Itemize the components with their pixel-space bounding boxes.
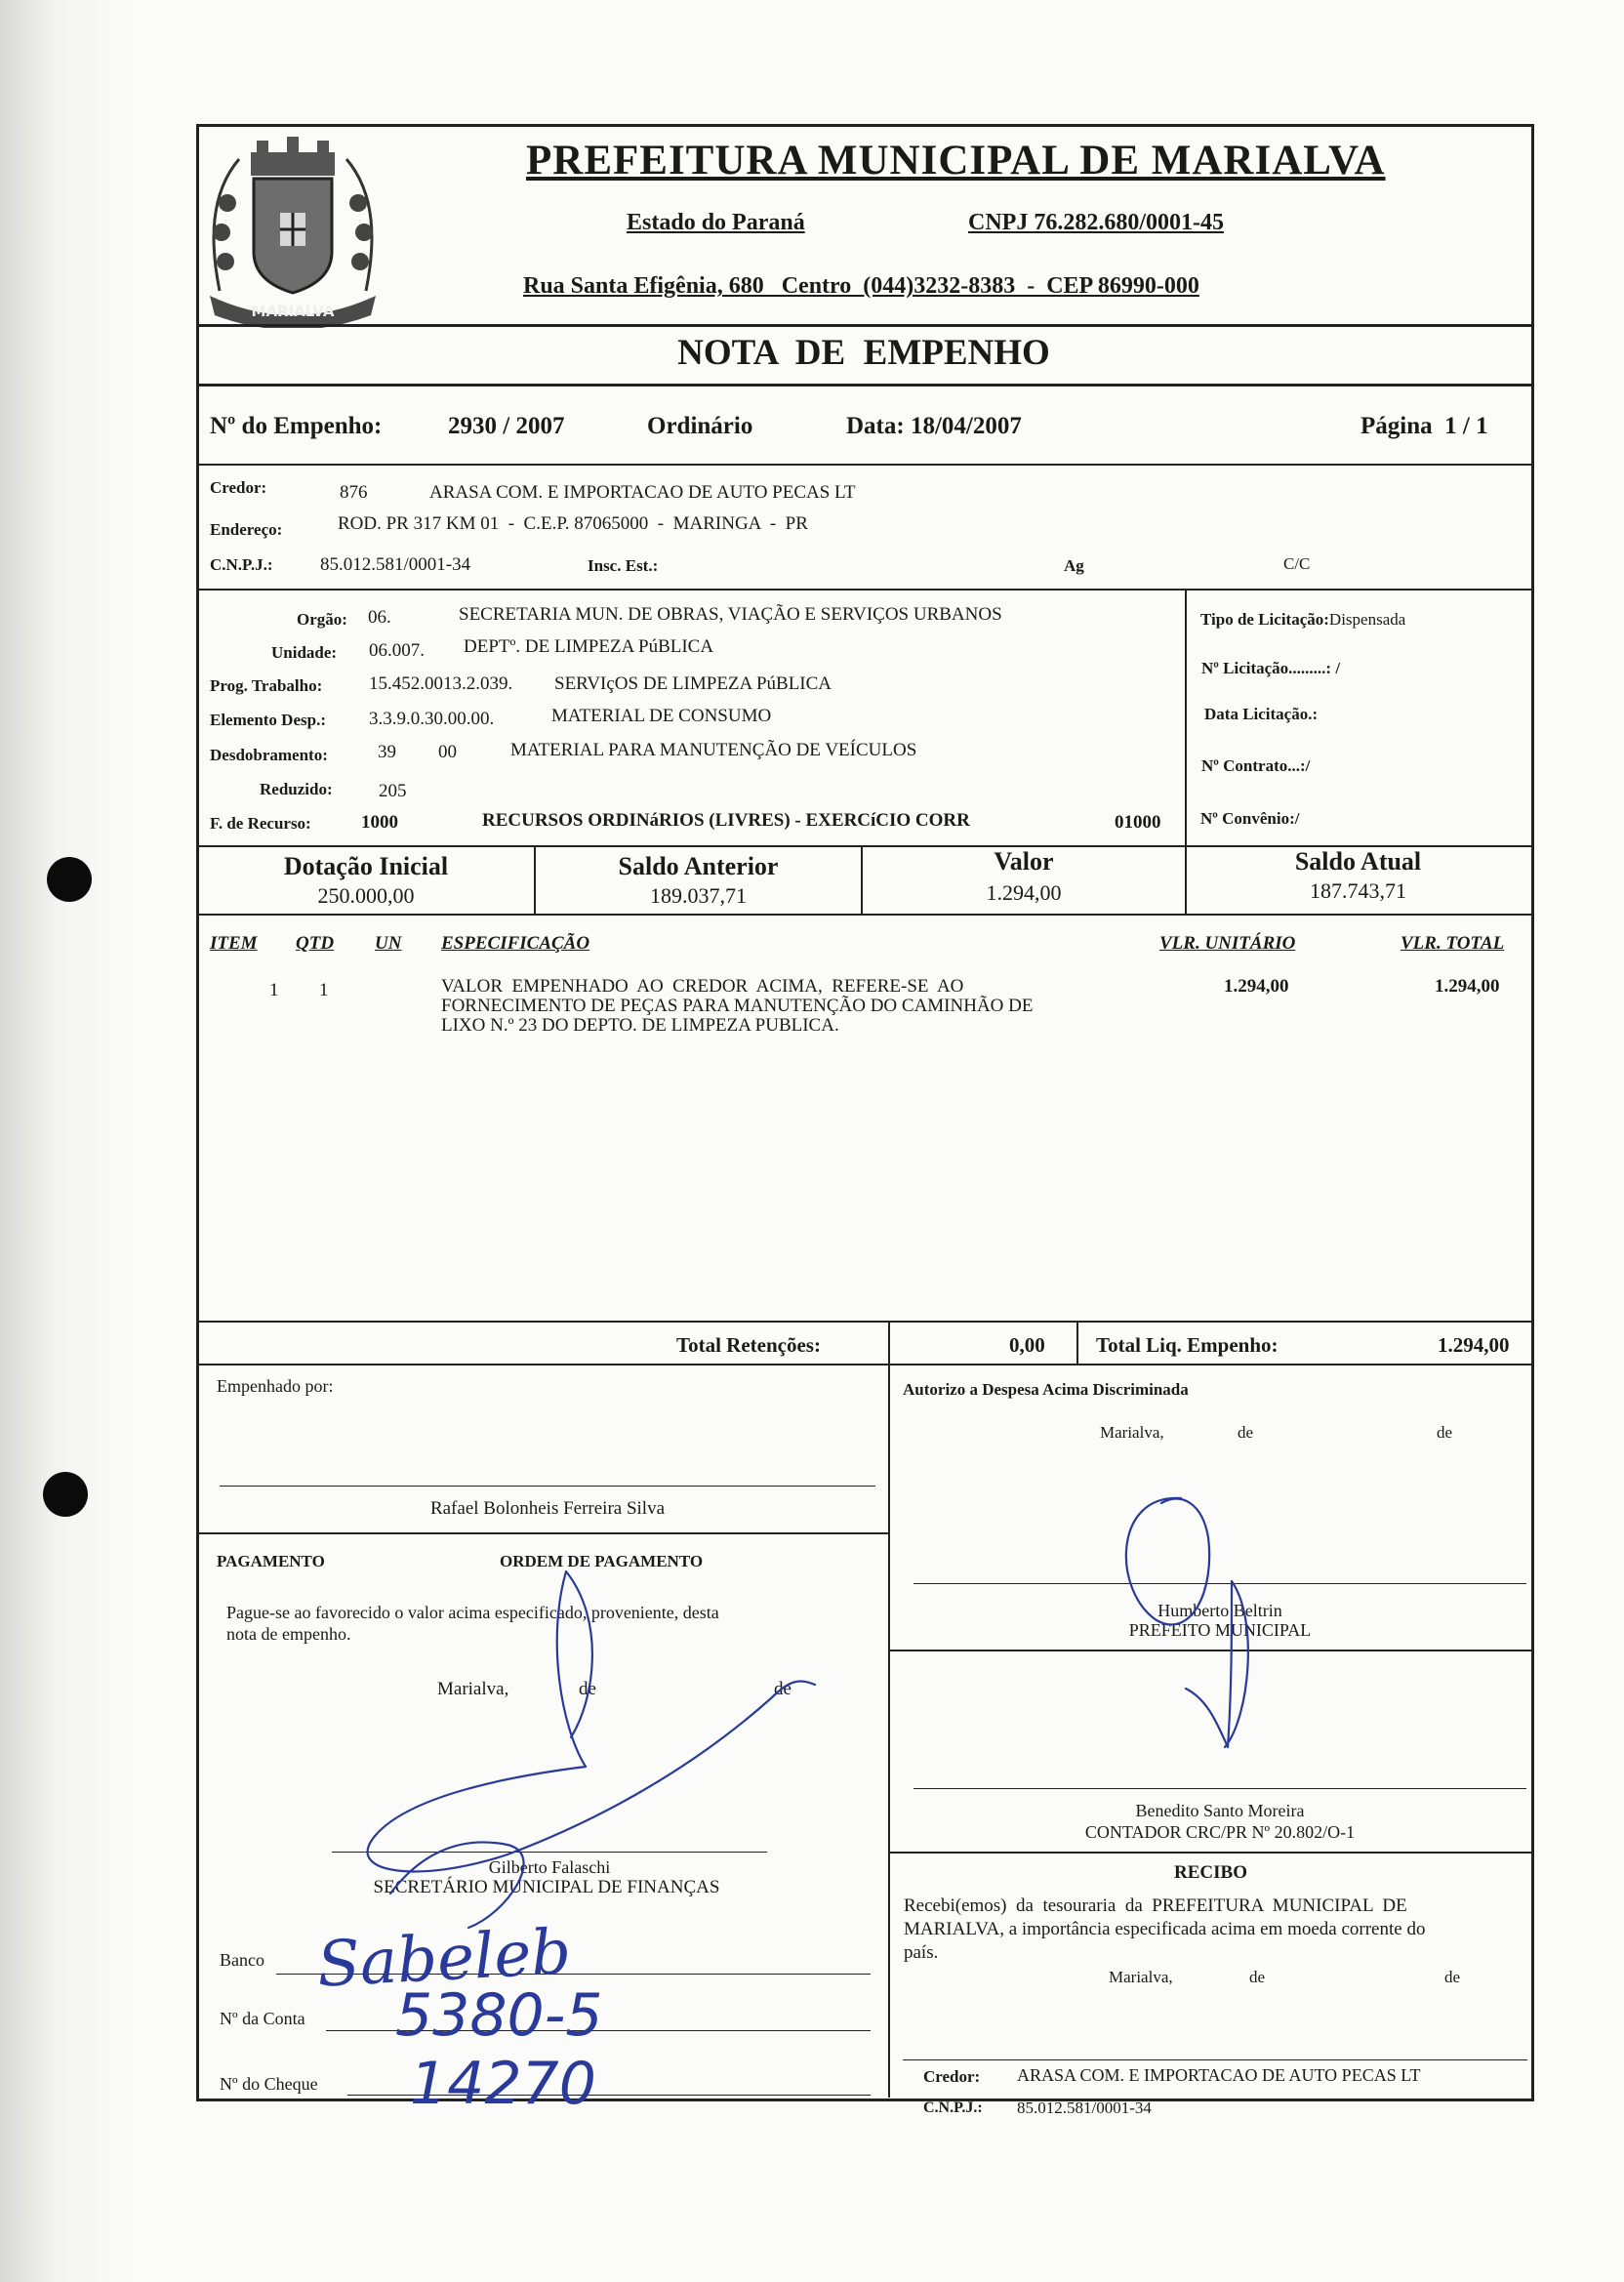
banco-label: Banco: [220, 1950, 264, 1970]
prefeitura-title: PREFEITURA MUNICIPAL DE MARIALVA: [526, 138, 1386, 183]
elemento-desc: MATERIAL DE CONSUMO: [551, 706, 772, 726]
col-un: UN: [375, 933, 402, 954]
desdobramento-b: 00: [438, 742, 457, 762]
recurso-desc: RECURSOS ORDINáRIOS (LIVRES) - EXERCíCIO CORR: [482, 810, 970, 831]
pagamento-de1: de: [579, 1679, 596, 1699]
tipo-licitacao-label: Tipo de Licitação:: [1200, 610, 1329, 629]
pagamento-texto-2: nota de empenho.: [226, 1624, 351, 1644]
recibo-texto-3: país.: [904, 1942, 939, 1963]
col-vlr-unitario: VLR. UNITÁRIO: [1159, 933, 1296, 954]
data-licitacao: Data Licitação.:: [1204, 705, 1319, 723]
pagamento-de2: de: [774, 1679, 792, 1699]
valor: 1.294,00: [986, 880, 1062, 905]
orgao-label: Orgão:: [297, 610, 347, 629]
item-qtd: 1: [319, 980, 329, 1000]
empenho-tipo: Ordinário: [647, 413, 753, 439]
endereco-label: Endereço:: [210, 520, 283, 539]
recibo-credor: ARASA COM. E IMPORTACAO DE AUTO PECAS LT: [1017, 2065, 1421, 2085]
saldo-atual-label: Saldo Atual: [1294, 847, 1422, 876]
total-retencoes: 0,00: [1009, 1333, 1045, 1357]
unidade-desc: DEPTº. DE LIMPEZA PúBLICA: [464, 636, 714, 657]
item-vlr-total: 1.294,00: [1435, 976, 1500, 997]
recibo-texto-1: Recebi(emos) da tesouraria da PREFEITURA MUNICIPAL DE: [904, 1895, 1407, 1916]
elemento: 3.3.9.0.30.00.00.: [369, 709, 495, 729]
unidade: 06.007.: [369, 640, 425, 661]
item-especificacao-2: FORNECIMENTO DE PEÇAS PARA MANUTENÇÃO DO CAMINHÃO DE: [441, 996, 1034, 1016]
desdobramento-a: 39: [378, 742, 396, 762]
autorizo-label: Autorizo a Despesa Acima Discriminada: [903, 1380, 1189, 1399]
empenho-data: Data: 18/04/2007: [846, 413, 1022, 439]
pagamento-texto-1: Pague-se ao favorecido o valor acima especificado, proveniente, desta: [226, 1603, 719, 1622]
elemento-label: Elemento Desp.:: [210, 711, 326, 729]
recibo-local: Marialva,: [1109, 1968, 1173, 1986]
recibo-label: RECIBO: [1174, 1862, 1247, 1883]
credor-endereco: ROD. PR 317 KM 01 - C.E.P. 87065000 - MARINGA - PR: [338, 513, 808, 534]
autorizo-de2: de: [1437, 1423, 1453, 1442]
conta-label: Nº da Conta: [220, 2009, 305, 2028]
recurso-label: F. de Recurso:: [210, 814, 311, 833]
prefeitura-endereco: Rua Santa Efigênia, 680 Centro (044)3232-8383 - CEP 86990-000: [523, 273, 1199, 299]
col-item: ITEM: [210, 933, 258, 954]
conta-manuscrita: 5380-5: [395, 1981, 603, 2050]
empenho-numero-label: Nº do Empenho:: [210, 413, 383, 439]
prog-desc: SERVIçOS DE LIMPEZA PúBLICA: [554, 673, 832, 694]
contador-cargo: CONTADOR CRC/PR Nº 20.802/O-1: [1084, 1822, 1356, 1842]
tipo-licitacao-valor: Dispensada: [1328, 610, 1406, 629]
prog: 15.452.0013.2.039.: [369, 673, 513, 694]
recibo-texto-2: MARIALVA, a importância especificada acima em moeda corrente do: [904, 1919, 1426, 1939]
orgao-desc: SECRETARIA MUN. DE OBRAS, VIAÇÃO E SERVIÇOS URBANOS: [459, 604, 1002, 625]
credor-label: Credor:: [210, 478, 267, 497]
numero-convenio: Nº Convênio:/: [1200, 809, 1300, 828]
recibo-cnpj-label: C.N.P.J.:: [923, 2099, 983, 2116]
recibo-de1: de: [1249, 1968, 1266, 1986]
dotacao-valor: 250.000,00: [317, 883, 415, 908]
reduzido-label: Reduzido:: [260, 780, 333, 798]
orgao: 06.: [368, 607, 391, 628]
credor-cnpj: 85.012.581/0001-34: [320, 554, 471, 575]
empenhado-nome: Rafael Bolonheis Ferreira Silva: [429, 1498, 666, 1519]
recibo-credor-label: Credor:: [923, 2067, 981, 2086]
cheque-label: Nº do Cheque: [220, 2074, 318, 2094]
pagamento-label: PAGAMENTO: [217, 1552, 325, 1570]
autorizo-nome: Humberto Beltrin: [1157, 1601, 1282, 1620]
empenho-numero: 2930 / 2007: [448, 413, 565, 439]
dotacao-label: Dotação Inicial: [283, 852, 449, 880]
autorizo-cargo: PREFEITO MUNICIPAL: [1128, 1620, 1312, 1640]
prefeitura-cnpj: CNPJ 76.282.680/0001-45: [968, 210, 1224, 235]
credor-nome: ARASA COM. E IMPORTACAO DE AUTO PECAS LT: [429, 482, 856, 503]
cheque-manuscrito: 14270: [410, 2050, 596, 2118]
doc-title: NOTA DE EMPENHO: [677, 333, 1050, 373]
autorizo-local: Marialva,: [1100, 1423, 1164, 1442]
cc-label: C/C: [1283, 554, 1311, 573]
total-liquido: 1.294,00: [1438, 1333, 1510, 1357]
empenhado-label: Empenhado por:: [217, 1376, 334, 1396]
saldo-atual-valor: 187.743,71: [1310, 878, 1406, 903]
numero-contrato: Nº Contrato...:/: [1201, 756, 1311, 775]
desdobramento-label: Desdobramento:: [210, 746, 328, 764]
total-liquido-label: Total Liq. Empenho:: [1096, 1333, 1279, 1357]
svg-text:MARIALVA: MARIALVA: [251, 303, 335, 320]
item-vlr-unitario: 1.294,00: [1224, 976, 1289, 997]
col-qtd: QTD: [296, 933, 335, 954]
numero-licitacao: Nº Licitação.........: /: [1201, 659, 1341, 677]
ag-label: Ag: [1064, 556, 1084, 575]
cnpj-label: C.N.P.J.:: [210, 555, 273, 574]
recibo-de2: de: [1444, 1968, 1461, 1986]
reduzido: 205: [379, 781, 407, 801]
pagamento-local: Marialva,: [437, 1679, 509, 1699]
pagamento-nome: Gilberto Falaschi: [488, 1857, 611, 1877]
saldo-anterior-valor: 189.037,71: [650, 883, 747, 908]
total-retencoes-label: Total Retenções:: [676, 1333, 821, 1357]
unidade-label: Unidade:: [271, 643, 338, 662]
col-especificacao: ESPECIFICAÇÃO: [441, 933, 590, 954]
estado: Estado do Paraná: [627, 210, 805, 235]
valor-label: Valor: [994, 847, 1054, 876]
insc-est-label: Insc. Est.:: [588, 556, 659, 575]
col-vlr-total: VLR. TOTAL: [1401, 933, 1505, 954]
credor-codigo: 876: [340, 482, 368, 503]
banco-manuscrito: Sabeleb: [315, 1916, 573, 2002]
ordem-pagamento: ORDEM DE PAGAMENTO: [500, 1552, 704, 1570]
recurso-codigo: 01000: [1115, 812, 1161, 833]
contador-nome: Benedito Santo Moreira: [1135, 1801, 1305, 1820]
empenho-pagina: Página 1 / 1: [1360, 413, 1488, 439]
desdobramento-desc: MATERIAL PARA MANUTENÇÃO DE VEÍCULOS: [510, 740, 917, 760]
saldo-anterior-label: Saldo Anterior: [618, 852, 779, 880]
recurso: 1000: [361, 812, 398, 833]
item-numero: 1: [269, 980, 279, 1000]
autorizo-de1: de: [1238, 1423, 1254, 1442]
item-especificacao-1: VALOR EMPENHADO AO CREDOR ACIMA, REFERE-SE AO: [441, 976, 964, 997]
item-especificacao-3: LIXO N.º 23 DO DEPTO. DE LIMPEZA PUBLICA.: [441, 1015, 839, 1036]
pagamento-cargo: SECRETÁRIO MUNICIPAL DE FINANÇAS: [373, 1877, 720, 1897]
prog-label: Prog. Trabalho:: [210, 676, 323, 695]
recibo-cnpj: 85.012.581/0001-34: [1017, 2099, 1152, 2117]
